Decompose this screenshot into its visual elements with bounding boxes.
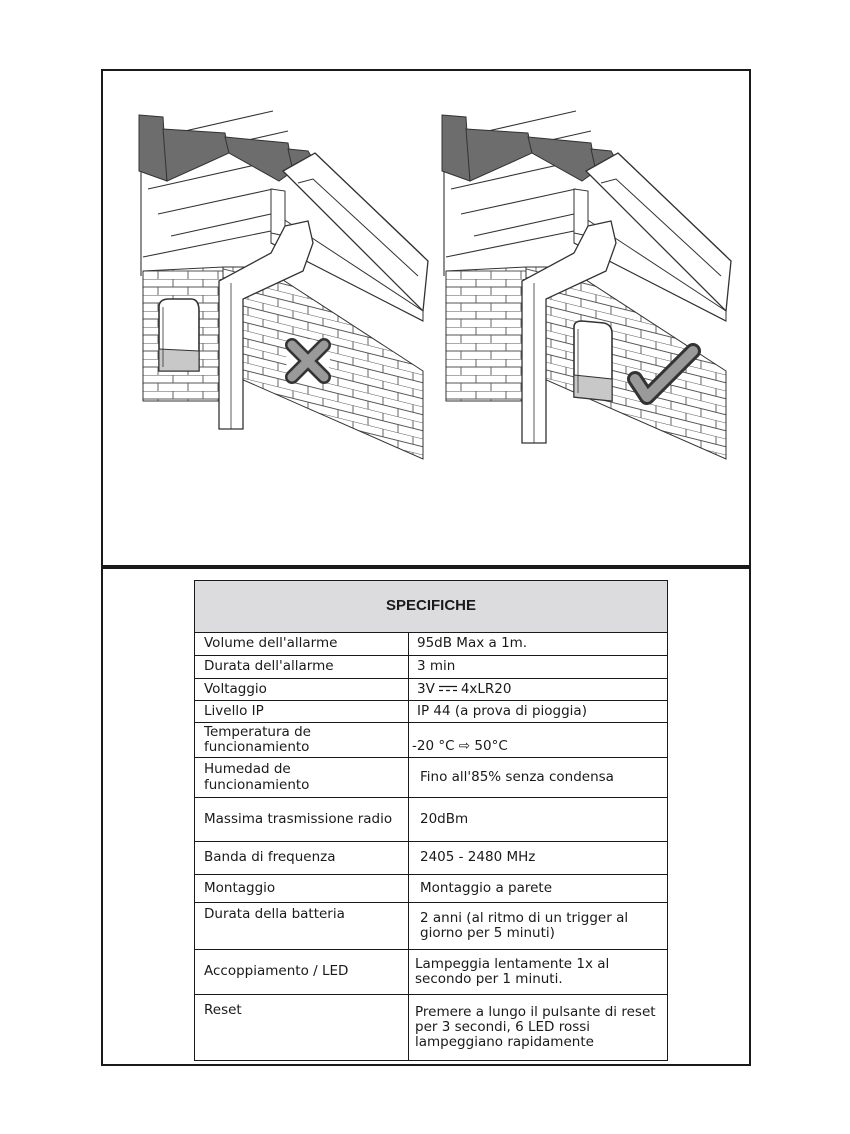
row-value: 2405 - 2480 MHz — [409, 842, 668, 875]
table-row — [195, 679, 668, 701]
installation-illustrations — [103, 71, 749, 565]
row-label: Humedad de funcionamiento — [195, 758, 409, 798]
table-row — [195, 656, 668, 679]
table-row — [195, 798, 668, 842]
table-row — [195, 842, 668, 875]
cross-mark-icon — [286, 339, 330, 383]
row-value: Premere a lungo il pulsante di reset per 3 secondi, 6 LED rossi lampeggiano rapidamente — [409, 995, 668, 1061]
table-row — [195, 875, 668, 903]
table-row — [195, 950, 668, 995]
table-title: SPECIFICHE — [195, 581, 668, 633]
row-value: 3 min — [409, 656, 668, 679]
row-label: Montaggio — [195, 875, 409, 903]
row-label: Durata della batteria — [195, 903, 409, 950]
table-row — [195, 633, 668, 656]
row-value: Lampeggia lentamente 1x al secondo per 1 minuti. — [409, 950, 668, 995]
row-value: -20 °C ⇨ 50°C — [409, 723, 668, 758]
row-value: 20dBm — [409, 798, 668, 842]
row-value: IP 44 (a prova di pioggia) — [409, 701, 668, 723]
table-row — [195, 903, 668, 950]
voltage-value: 3V — [417, 680, 435, 697]
row-value: 95dB Max a 1m. — [409, 633, 668, 656]
row-label: Volume dell'allarme — [195, 633, 409, 656]
table-row — [195, 758, 668, 798]
spec-table — [194, 580, 668, 1061]
row-label: Reset — [195, 995, 409, 1061]
siren-incorrect — [159, 299, 199, 371]
table-row — [195, 723, 668, 758]
scene-correct — [442, 111, 731, 459]
row-value: Fino all'85% senza condensa — [409, 758, 668, 798]
row-label: Voltaggio — [195, 679, 409, 701]
row-label: Accoppiamento / LED — [195, 950, 409, 995]
row-value: 2 anni (al ritmo di un trigger al giorno per 5 minuti) — [409, 903, 668, 950]
dc-symbol-icon — [439, 685, 457, 692]
scene-incorrect — [139, 111, 428, 459]
siren-correct — [574, 321, 612, 401]
section-divider — [101, 565, 751, 569]
row-label: Livello IP — [195, 701, 409, 723]
row-label: Massima trasmissione radio — [195, 798, 409, 842]
battery-type: 4xLR20 — [460, 680, 512, 697]
table-row — [195, 995, 668, 1061]
row-label: Banda di frequenza — [195, 842, 409, 875]
row-label: Temperatura de funcionamiento — [195, 723, 409, 758]
table-header-row — [195, 581, 668, 633]
table-row — [195, 701, 668, 723]
row-label: Durata dell'allarme — [195, 656, 409, 679]
row-value: Montaggio a parete — [409, 875, 668, 903]
row-value — [409, 679, 668, 701]
